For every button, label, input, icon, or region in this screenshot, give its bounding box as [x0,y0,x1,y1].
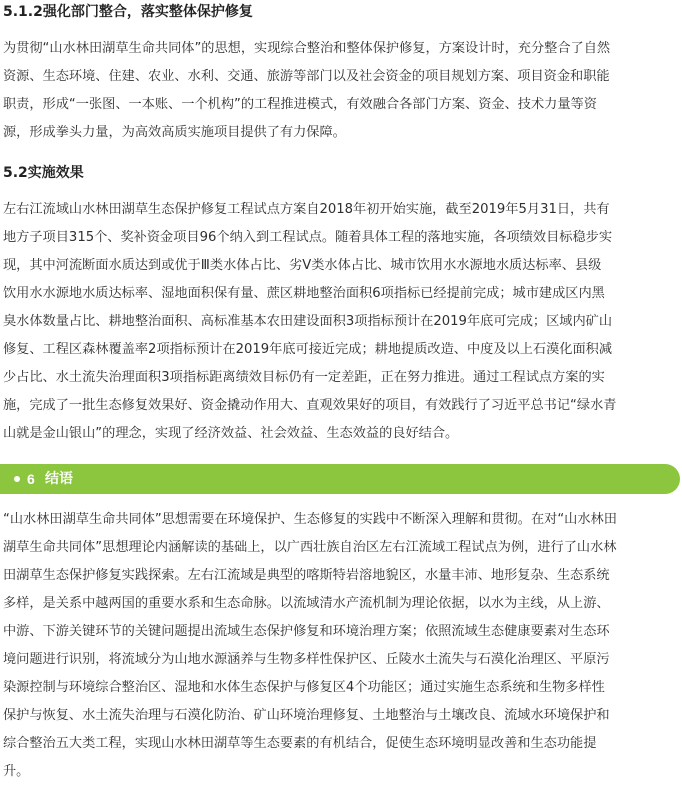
section-5-2-paragraph [3,196,681,448]
paragraph-line: 源，形成拳头力量，为高效高质实施项目提供了有力保障。 [3,125,346,140]
section-5-1-2-paragraph [3,35,681,147]
paragraph-line: 左右江流域山水林田湖草生态保护修复工程试点方案自2018年初开始实施，截至2019年5月31日，共有 [3,202,610,217]
paragraph-line: 施，完成了一批生态修复效果好、资金撬动作用大、直观效果好的项目，有效践行了习近平总书记“绿水青 [3,398,617,413]
paragraph-line: 臭水体数量占比、耕地整治面积、高标准基本农田建设面积3项指标预计在2019年底可完成；区域内矿山 [3,314,613,329]
paragraph-line: 山就是金山银山”的理念，实现了经济效益、社会效益、生态效益的良好结合。 [3,426,459,441]
paragraph-line: 职责，形成“一张图、一本账、一个机构”的工程推进模式，有效融合各部门方案、资金、技术力量等资 [3,97,597,112]
paragraph-line: 保护与恢复、水土流失治理与石漠化防治、矿山环境治理修复、土地整治与土壤改良、流域水环境保护和 [3,708,610,723]
paragraph-line: 升。 [3,764,30,779]
paragraph-line: 湖草生命共同体”思想理论内涵解读的基础上，以广西壮族自治区左右江流域工程试点为例，进行了山水林 [3,540,617,555]
paragraph-line: 为贯彻“山水林田湖草生命共同体”的思想，实现综合整治和整体保护修复，方案设计时，充分整合了自然 [3,41,611,56]
section-6-paragraph [3,506,681,786]
paragraph-line: 田湖草生态保护修复实践探索。左右江流域是典型的喀斯特岩溶地貌区，水量丰沛、地形复杂、生态系统 [3,568,610,583]
paragraph-line: 地方子项目315个、奖补资金项目96个纳入到工程试点。随着具体工程的落地实施，各项绩效目标稳步实 [3,230,613,245]
paragraph-line: 综合整治五大类工程，实现山水林田湖草等生态要素的有机结合，促使生态环境明显改善和生态功能提 [3,736,597,751]
paragraph-line: 境问题进行识别，将流域分为山地水源涵养与生物多样性保护区、丘陵水土流失与石漠化治理区、平原污 [3,652,610,667]
paragraph-line: 资源、生态环境、住建、农业、水利、交通、旅游等部门以及社会资金的项目规划方案、项目资金和职能 [3,69,610,84]
paragraph-line: 少占比、水土流失治理面积3项指标距离绩效目标仍有一定差距，正在努力推进。通过工程试点方案的实 [3,370,605,385]
section-6-title: 结语 [45,471,73,487]
section-5-1-2-heading: 5.1.2强化部门整合，落实整体保护修复 [3,4,253,20]
paragraph-line: 中游、下游关键环节的关键问题提出流域生态保护修复和环境治理方案；依照流域生态健康要素对生态环 [3,624,610,639]
bullet-dot-icon [14,476,20,482]
paragraph-line: “山水林田湖草生命共同体”思想需要在环境保护、生态修复的实践中不断深入理解和贯彻。在对“山水林田 [3,512,617,527]
section-5-2-heading: 5.2实施效果 [3,165,84,181]
paragraph-line: 饮用水水源地水质达标率、湿地面积保有量、蔗区耕地整治面积6项指标已经提前完成；城市建成区内黑 [3,286,605,301]
section-6-banner [0,464,680,494]
paragraph-line: 现，其中河流断面水质达到或优于Ⅲ类水体占比、劣V类水体占比、城市饮用水水源地水质达标率、县级 [3,258,602,273]
section-6-number: 6 [27,471,35,487]
paragraph-line: 多样，是关系中越两国的重要水系和生态命脉。以流域清水产流机制为理论依据，以水为主线，从上游、 [3,596,610,611]
paragraph-line: 染源控制与环境综合整治区、湿地和水体生态保护与修复区4个功能区；通过实施生态系统和生物多样性 [3,680,605,695]
paragraph-line: 修复、工程区森林覆盖率2项指标预计在2019年底可接近完成；耕地提质改造、中度及以上石漠化面积减 [3,342,613,357]
